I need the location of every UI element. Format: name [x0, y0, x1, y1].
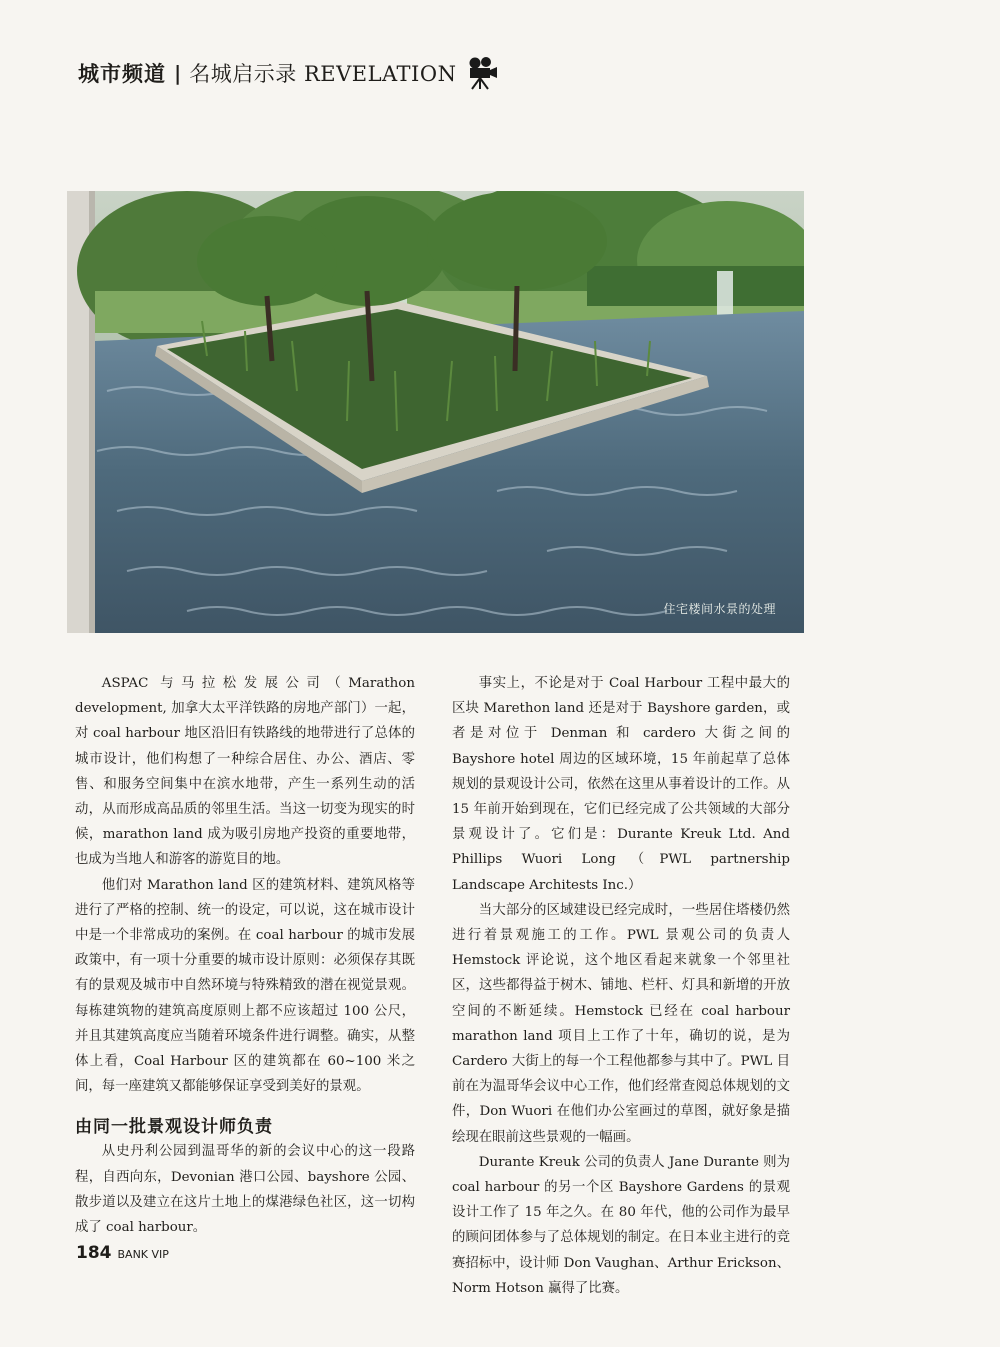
header-separator: |	[174, 61, 182, 85]
paragraph: Durante Kreuk 公司的负责人 Jane Durante 则为 coal harbour 的另一个区 Bayshore Gardens 的景观设计工作了 15 年之久。在 80 年代，他的公司作为最早的顾问团体参与了总体规划的制定。在日本业主进行的竞赛招标中，设计师 Don Vaughan、Arthur Erickson、Norm Hotson 赢得了比赛。	[452, 1154, 790, 1296]
paragraph: 他们对 Marathon land 区的建筑材料、建筑风格等进行了严格的控制、统一的设定，可以说，这在城市设计中是一个非常成功的案例。在 coal harbour 的城市发展政策中，有一项十分重要的城市设计原则：必须保存其既有的景观及城市中自然环境与特殊精致的潜在视觉景观。每栋建筑物的建筑高度原则上都不应该超过 100 公尺，并且其建筑高度应当随着环境条件进行调整。确实，从整体上看，Coal Harbour 区的建筑都在 60~100 米之间，每一座建筑又都能够保证享受到美好的景观。	[75, 877, 415, 1095]
page-header	[78, 56, 498, 90]
page-footer	[76, 1243, 169, 1263]
film-camera-icon	[466, 56, 498, 90]
landscape-water-feature-photo	[67, 191, 804, 633]
paragraph: ASPAC 与马拉松发展公司（Marathon development, 加拿大太平洋铁路的房地产部门）一起，对 coal harbour 地区沿旧有铁路线的地带进行了总体的城市设计，他们构想了一种综合居住、办公、酒店、零售、和服务空间集中在滨水地带，产生一系列生动的活动，从而形成高品质的邻里生活。当这一切变为现实的时候，marathon land 成为吸引房地产投资的重要地带，也成为当地人和游客的游览目的地。	[75, 676, 415, 868]
channel-title: 城市频道	[78, 61, 166, 86]
paragraph: 从史丹利公园到温哥华的新的会议中心的这一段路程，自西向东，Devonian 港口公园、bayshore 公园、散步道以及建立在这片土地上的煤港绿色社区，这一切构成了 coal harbour。	[75, 1144, 415, 1236]
paragraph: 事实上，不论是对于 Coal Harbour 工程中最大的区块 Marethon land 还是对于 Bayshore garden，或者是对位于 Denman 和 cardero 大街之间的 Bayshore hotel 周边的区域环境，15 年前起草了总体规划的景观设计公司，依然在这里从事着设计的工作。从 15 年前开始到现在，它们已经完成了公共领域的大部分景观设计了。它们是：Durante Kreuk Ltd. And Phillips Wuori Long（PWL partnership Landscape Architests Inc.）	[452, 676, 790, 893]
magazine-name: BANK VIP	[117, 1248, 169, 1261]
left-column	[75, 671, 415, 1240]
section-heading: 由同一批景观设计师负责	[75, 1117, 273, 1138]
page-number: 184	[76, 1243, 112, 1263]
photo-illustration	[67, 191, 804, 633]
photo-caption: 住宅楼间水景的处理	[663, 602, 776, 616]
section-title: 名城启示录 REVELATION	[189, 62, 457, 86]
right-column	[452, 671, 790, 1301]
paragraph: 当大部分的区域建设已经完成时，一些居住塔楼仍然进行着景观施工的工作。PWL 景观公司的负责人 Hemstock 评论说，这个地区看起来就象一个邻里社区，这些都得益于树木、铺地、栏杆、灯具和新增的开放空间的不断延续。Hemstock 已经在 coal harbour marathon land 项目上工作了十年，确切的说，是为 Cardero 大街上的每一个工程他都参与其中了。PWL 目前在为温哥华会议中心工作，他们经常查阅总体规划的文件，Don Wuori 在他们办公室画过的草图，就好象是描绘现在眼前这些景观的一幅画。	[452, 902, 790, 1145]
